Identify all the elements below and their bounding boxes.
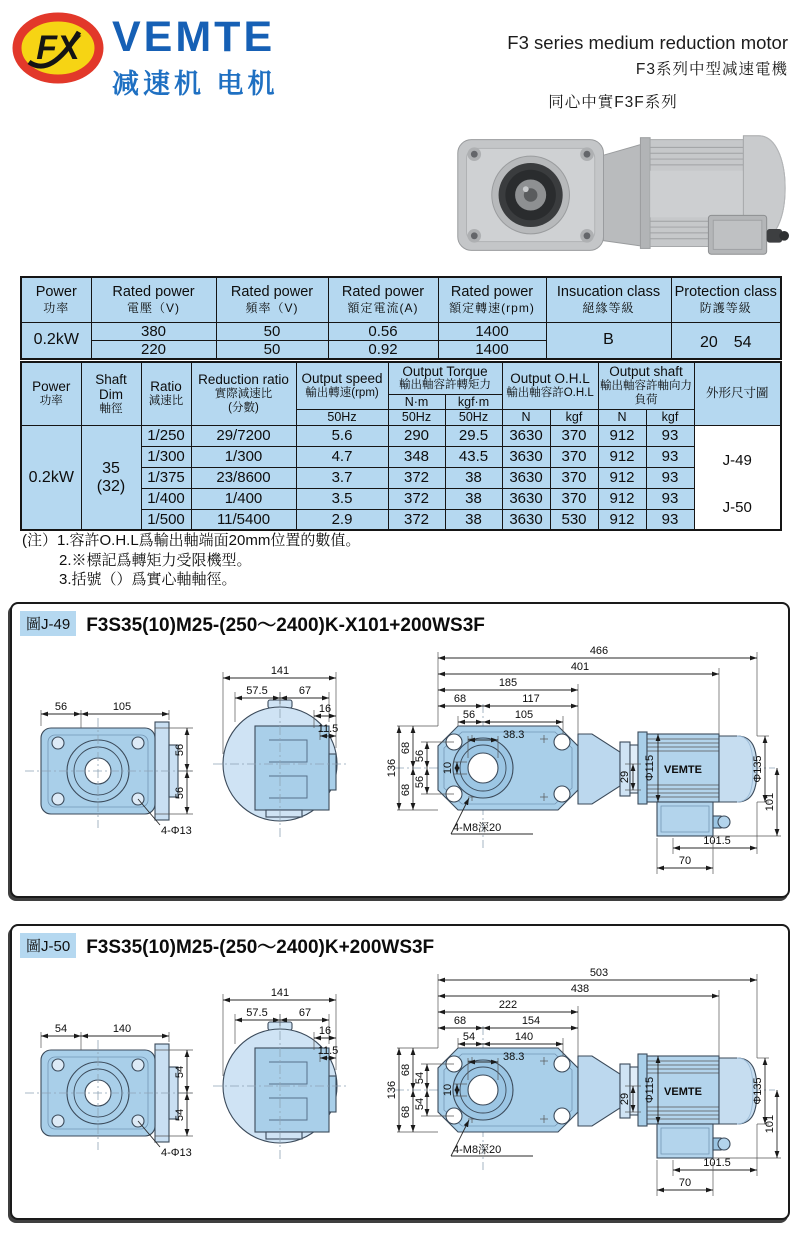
dim-label: 401 <box>570 661 590 673</box>
data-cell: 3.5 <box>296 488 388 509</box>
drawing-shape <box>620 1064 630 1118</box>
data-cell: 370 <box>550 488 598 509</box>
header-cell: 外形尺寸圖 <box>694 362 781 425</box>
data-cell: 38 <box>445 509 502 530</box>
figure-ref: J-49 <box>722 451 752 469</box>
dim-label: 56 <box>414 775 426 789</box>
data-cell: 38 <box>445 467 502 488</box>
header-cell: kgf·m <box>445 394 502 409</box>
note-line: 3.括號（）爲實心軸軸徑。 <box>59 571 237 588</box>
drawing-shape <box>578 734 620 804</box>
dim-label: 56 <box>54 701 68 713</box>
header-cell: Insucation class 絕緣等級 <box>546 277 671 322</box>
header-cell: Reduction ratio 實際減速比 (分數) <box>191 362 296 425</box>
drawing-shape <box>52 793 64 805</box>
drawing-shape <box>657 1124 713 1158</box>
dim-label: 38.3 <box>503 1051 525 1063</box>
dim-label: 117 <box>522 693 540 705</box>
drawing-shape <box>255 1048 329 1132</box>
data-cell: 23/8600 <box>191 467 296 488</box>
data-cell: 0.56 <box>328 322 438 340</box>
drawing-shape <box>255 726 329 810</box>
data-cell: 1/400 <box>191 488 296 509</box>
data-cell: 38 <box>445 488 502 509</box>
data-cell: 3630 <box>502 467 550 488</box>
dim-label: 57.5 <box>246 685 268 697</box>
drawing-shape <box>554 1056 570 1072</box>
dim-label: VEMTE <box>664 1086 702 1098</box>
data-cell: 1/400 <box>141 488 191 509</box>
drawing-shape <box>718 816 730 828</box>
data-cell: 2.9 <box>296 509 388 530</box>
perf-header-row <box>21 362 781 394</box>
data-cell: 372 <box>388 488 445 509</box>
header-cell: Output speed 輸出轉速(rpm) <box>296 362 388 409</box>
dim-label: 68 <box>453 1015 467 1027</box>
data-cell: 290 <box>388 425 445 446</box>
drawing-shape <box>578 1056 620 1126</box>
data-cell: 912 <box>598 446 646 467</box>
dim-label: 38.3 <box>503 729 525 741</box>
header-cell: Output Torque 輸出軸容許轉矩力 <box>388 362 502 394</box>
data-cell: 370 <box>550 446 598 467</box>
data-cell: 1/250 <box>141 425 191 446</box>
drawing-shape <box>468 753 498 783</box>
page-title-en: F3 series medium reduction motor <box>507 32 788 53</box>
data-cell: 3630 <box>502 446 550 467</box>
dim-label: 4-Φ13 <box>161 1147 192 1159</box>
header-cell: Rated power 額定轉速(rpm) <box>438 277 546 322</box>
dim-label: 466 <box>589 645 609 657</box>
dim-label: 11.5 <box>317 723 339 735</box>
data-cell: 43.5 <box>445 446 502 467</box>
header-cell: 50Hz <box>296 409 388 425</box>
dim-label: 154 <box>521 1015 541 1027</box>
dimension-drawing-j49 <box>17 642 783 890</box>
figure-model: F3S35(10)M25-(250～2400)K-X101+200WS3F <box>86 615 485 636</box>
page-title-zh: F3系列中型减速電機 <box>635 61 788 78</box>
data-cell: 29/7200 <box>191 425 296 446</box>
header-cell: Power 功率 <box>21 362 81 425</box>
header-cell: Power 功率 <box>21 277 91 322</box>
dim-label: 10 <box>442 1083 454 1097</box>
dim-label: 4-M8深20 <box>453 1144 502 1156</box>
data-cell: 1/300 <box>191 446 296 467</box>
figure-ref: J-50 <box>722 498 752 516</box>
drawing-shape <box>329 1076 336 1112</box>
power-cell: 0.2kW <box>21 322 91 359</box>
dim-label: 140 <box>514 1031 534 1043</box>
header-cell: Rated power 額定電流(A) <box>328 277 438 322</box>
data-cell: 93 <box>646 446 694 467</box>
drawing-shape <box>718 1138 730 1150</box>
product-photo <box>450 124 790 266</box>
dim-label: 101 <box>764 1114 776 1134</box>
dim-label: 70 <box>678 855 692 867</box>
figure-model: F3S35(10)M25-(250～2400)K+200WS3F <box>86 937 435 958</box>
data-cell: 912 <box>598 509 646 530</box>
brand-subtitle: 减速机 电机 <box>112 69 279 99</box>
drawing-shape <box>620 742 630 796</box>
spec-row <box>21 322 781 340</box>
brand-block <box>112 13 279 101</box>
header-cell: 50Hz <box>388 409 445 425</box>
dim-label: 101.5 <box>703 835 731 847</box>
spec-table <box>20 276 782 360</box>
dim-label: 16 <box>318 703 332 715</box>
data-cell: 372 <box>388 509 445 530</box>
header-cell: N <box>502 409 550 425</box>
drawing-shape <box>52 737 64 749</box>
dim-label: 54 <box>414 1097 426 1111</box>
header-cell: Protection class 防護等級 <box>671 277 781 322</box>
dim-label: 141 <box>270 665 290 677</box>
data-cell: 4.7 <box>296 446 388 467</box>
drawing-shape <box>329 754 336 790</box>
header-cell: Shaft Dim 軸徑 <box>81 362 141 425</box>
drawing-shape <box>468 1075 498 1105</box>
header-cell: Ratio 減速比 <box>141 362 191 425</box>
dim-label: 105 <box>514 709 534 721</box>
dim-label: 54 <box>414 1071 426 1085</box>
data-cell: 50 <box>216 322 328 340</box>
data-cell: 3.7 <box>296 467 388 488</box>
data-cell: 93 <box>646 488 694 509</box>
shaft-dim-cell: 35 (32) <box>81 425 141 530</box>
dim-label: 140 <box>112 1023 132 1035</box>
dim-label: 503 <box>589 967 609 979</box>
data-cell: 11/5400 <box>191 509 296 530</box>
drawing-shape <box>132 1059 144 1071</box>
power-cell: 0.2kW <box>21 425 81 530</box>
drawing-shape <box>132 737 144 749</box>
drawing-shape <box>266 1132 302 1139</box>
data-cell: 912 <box>598 488 646 509</box>
dim-label: 16 <box>318 1025 332 1037</box>
dim-label: 68 <box>400 1063 412 1077</box>
data-cell: 348 <box>388 446 445 467</box>
drawing-shape <box>554 786 570 802</box>
dim-label: 29 <box>619 770 631 784</box>
dim-label: 101 <box>764 792 776 812</box>
data-cell: 1/300 <box>141 446 191 467</box>
dim-label: 68 <box>400 741 412 755</box>
data-cell: 3630 <box>502 488 550 509</box>
motor-illustration <box>458 136 789 255</box>
logo-monogram: FX <box>36 29 80 67</box>
data-cell: 1/375 <box>141 467 191 488</box>
drawing-shape <box>630 1067 638 1115</box>
dim-label: Φ115 <box>644 1076 656 1104</box>
data-cell: 5.6 <box>296 425 388 446</box>
figure-box-j49 <box>10 602 790 898</box>
dim-label: 54 <box>174 1065 186 1079</box>
data-cell: 380 <box>91 322 216 340</box>
dim-label: 54 <box>462 1031 476 1043</box>
brand-name: VEMTE <box>112 13 276 61</box>
data-cell: 50 <box>216 340 328 359</box>
data-cell: 29.5 <box>445 425 502 446</box>
note-line: (注）1.容許O.H.L爲輸出軸端面20mm位置的數值。 <box>22 532 361 549</box>
dim-label: 29 <box>619 1092 631 1106</box>
data-cell: 370 <box>550 467 598 488</box>
dim-label: Φ115 <box>644 754 656 782</box>
dim-label: 10 <box>442 761 454 775</box>
dim-label: 105 <box>112 701 132 713</box>
header-cell: N <box>598 409 646 425</box>
header-cell: Output shaft 輸出軸容許軸向力負荷 <box>598 362 694 409</box>
data-cell: 220 <box>91 340 216 359</box>
drawing-shape <box>266 810 302 817</box>
performance-table <box>20 361 782 531</box>
figure-title <box>20 932 434 959</box>
dim-label: 56 <box>174 743 186 757</box>
dim-label: 136 <box>386 758 398 778</box>
data-cell: 3630 <box>502 425 550 446</box>
insulation-class-cell: B <box>546 322 671 359</box>
data-cell: 93 <box>646 425 694 446</box>
data-cell: 93 <box>646 467 694 488</box>
dim-label: 222 <box>498 999 518 1011</box>
header-cell: 50Hz <box>445 409 502 425</box>
header-cell: Output O.H.L 輸出軸容許O.H.L <box>502 362 598 409</box>
data-cell: 3630 <box>502 509 550 530</box>
dim-label: 68 <box>453 693 467 705</box>
dim-label: 54 <box>174 1108 186 1122</box>
data-cell: 372 <box>388 467 445 488</box>
dim-label: 57.5 <box>246 1007 268 1019</box>
data-cell: 370 <box>550 425 598 446</box>
dim-label: 141 <box>270 987 290 999</box>
figure-tag: 圖J-49 <box>20 611 76 636</box>
figure-ref-cell <box>694 425 781 530</box>
notes-block <box>22 531 360 590</box>
figure-box-j50 <box>10 924 790 1220</box>
drawing-shape <box>52 1059 64 1071</box>
data-cell: 1/500 <box>141 509 191 530</box>
dimension-drawing-j50 <box>17 964 783 1212</box>
header-cell: Rated power 頻率（V) <box>216 277 328 322</box>
protection-class-cell: 20 54 <box>671 322 781 359</box>
page-title-block <box>368 32 788 79</box>
spec-header-row <box>21 277 781 322</box>
dim-label: 67 <box>298 1007 312 1019</box>
dim-label: 4-M8深20 <box>453 822 502 834</box>
data-cell: 530 <box>550 509 598 530</box>
dim-label: 4-Φ13 <box>161 825 192 837</box>
note-line: 2.※標記爲轉矩力受限機型。 <box>59 551 252 569</box>
series-subtitle: 同心中實F3F系列 <box>548 94 678 111</box>
dim-label: 56 <box>414 749 426 763</box>
drawing-shape <box>52 1115 64 1127</box>
dim-label: 11.5 <box>317 1045 339 1057</box>
drawing-shape <box>657 802 713 836</box>
dim-label: 68 <box>400 1105 412 1119</box>
dim-label: 67 <box>298 685 312 697</box>
header-cell: N·m <box>388 394 445 409</box>
drawing-shape <box>554 1108 570 1124</box>
header-cell: kgf <box>646 409 694 425</box>
data-cell: 1400 <box>438 340 546 359</box>
dim-label: 136 <box>386 1080 398 1100</box>
drawing-shape <box>554 734 570 750</box>
dim-label: VEMTE <box>664 764 702 776</box>
company-logo-icon <box>12 12 104 84</box>
dim-label: Φ135 <box>752 1077 764 1105</box>
dim-label: 56 <box>462 709 476 721</box>
figure-tag: 圖J-50 <box>20 933 76 958</box>
figure-title <box>20 610 485 637</box>
dim-label: 56 <box>174 786 186 800</box>
data-cell: 93 <box>646 509 694 530</box>
dim-label: 54 <box>54 1023 68 1035</box>
dim-label: 185 <box>498 677 518 689</box>
drawing-shape <box>630 745 638 793</box>
data-cell: 912 <box>598 467 646 488</box>
header-cell: Rated power 電壓（V) <box>91 277 216 322</box>
dim-label: 101.5 <box>703 1157 731 1169</box>
header-cell: kgf <box>550 409 598 425</box>
dim-label: 68 <box>400 783 412 797</box>
dim-label: 70 <box>678 1177 692 1189</box>
dim-label: Φ135 <box>752 755 764 783</box>
dim-label: 438 <box>570 983 590 995</box>
data-cell: 1400 <box>438 322 546 340</box>
data-cell: 0.92 <box>328 340 438 359</box>
perf-row <box>21 425 781 446</box>
data-cell: 912 <box>598 425 646 446</box>
